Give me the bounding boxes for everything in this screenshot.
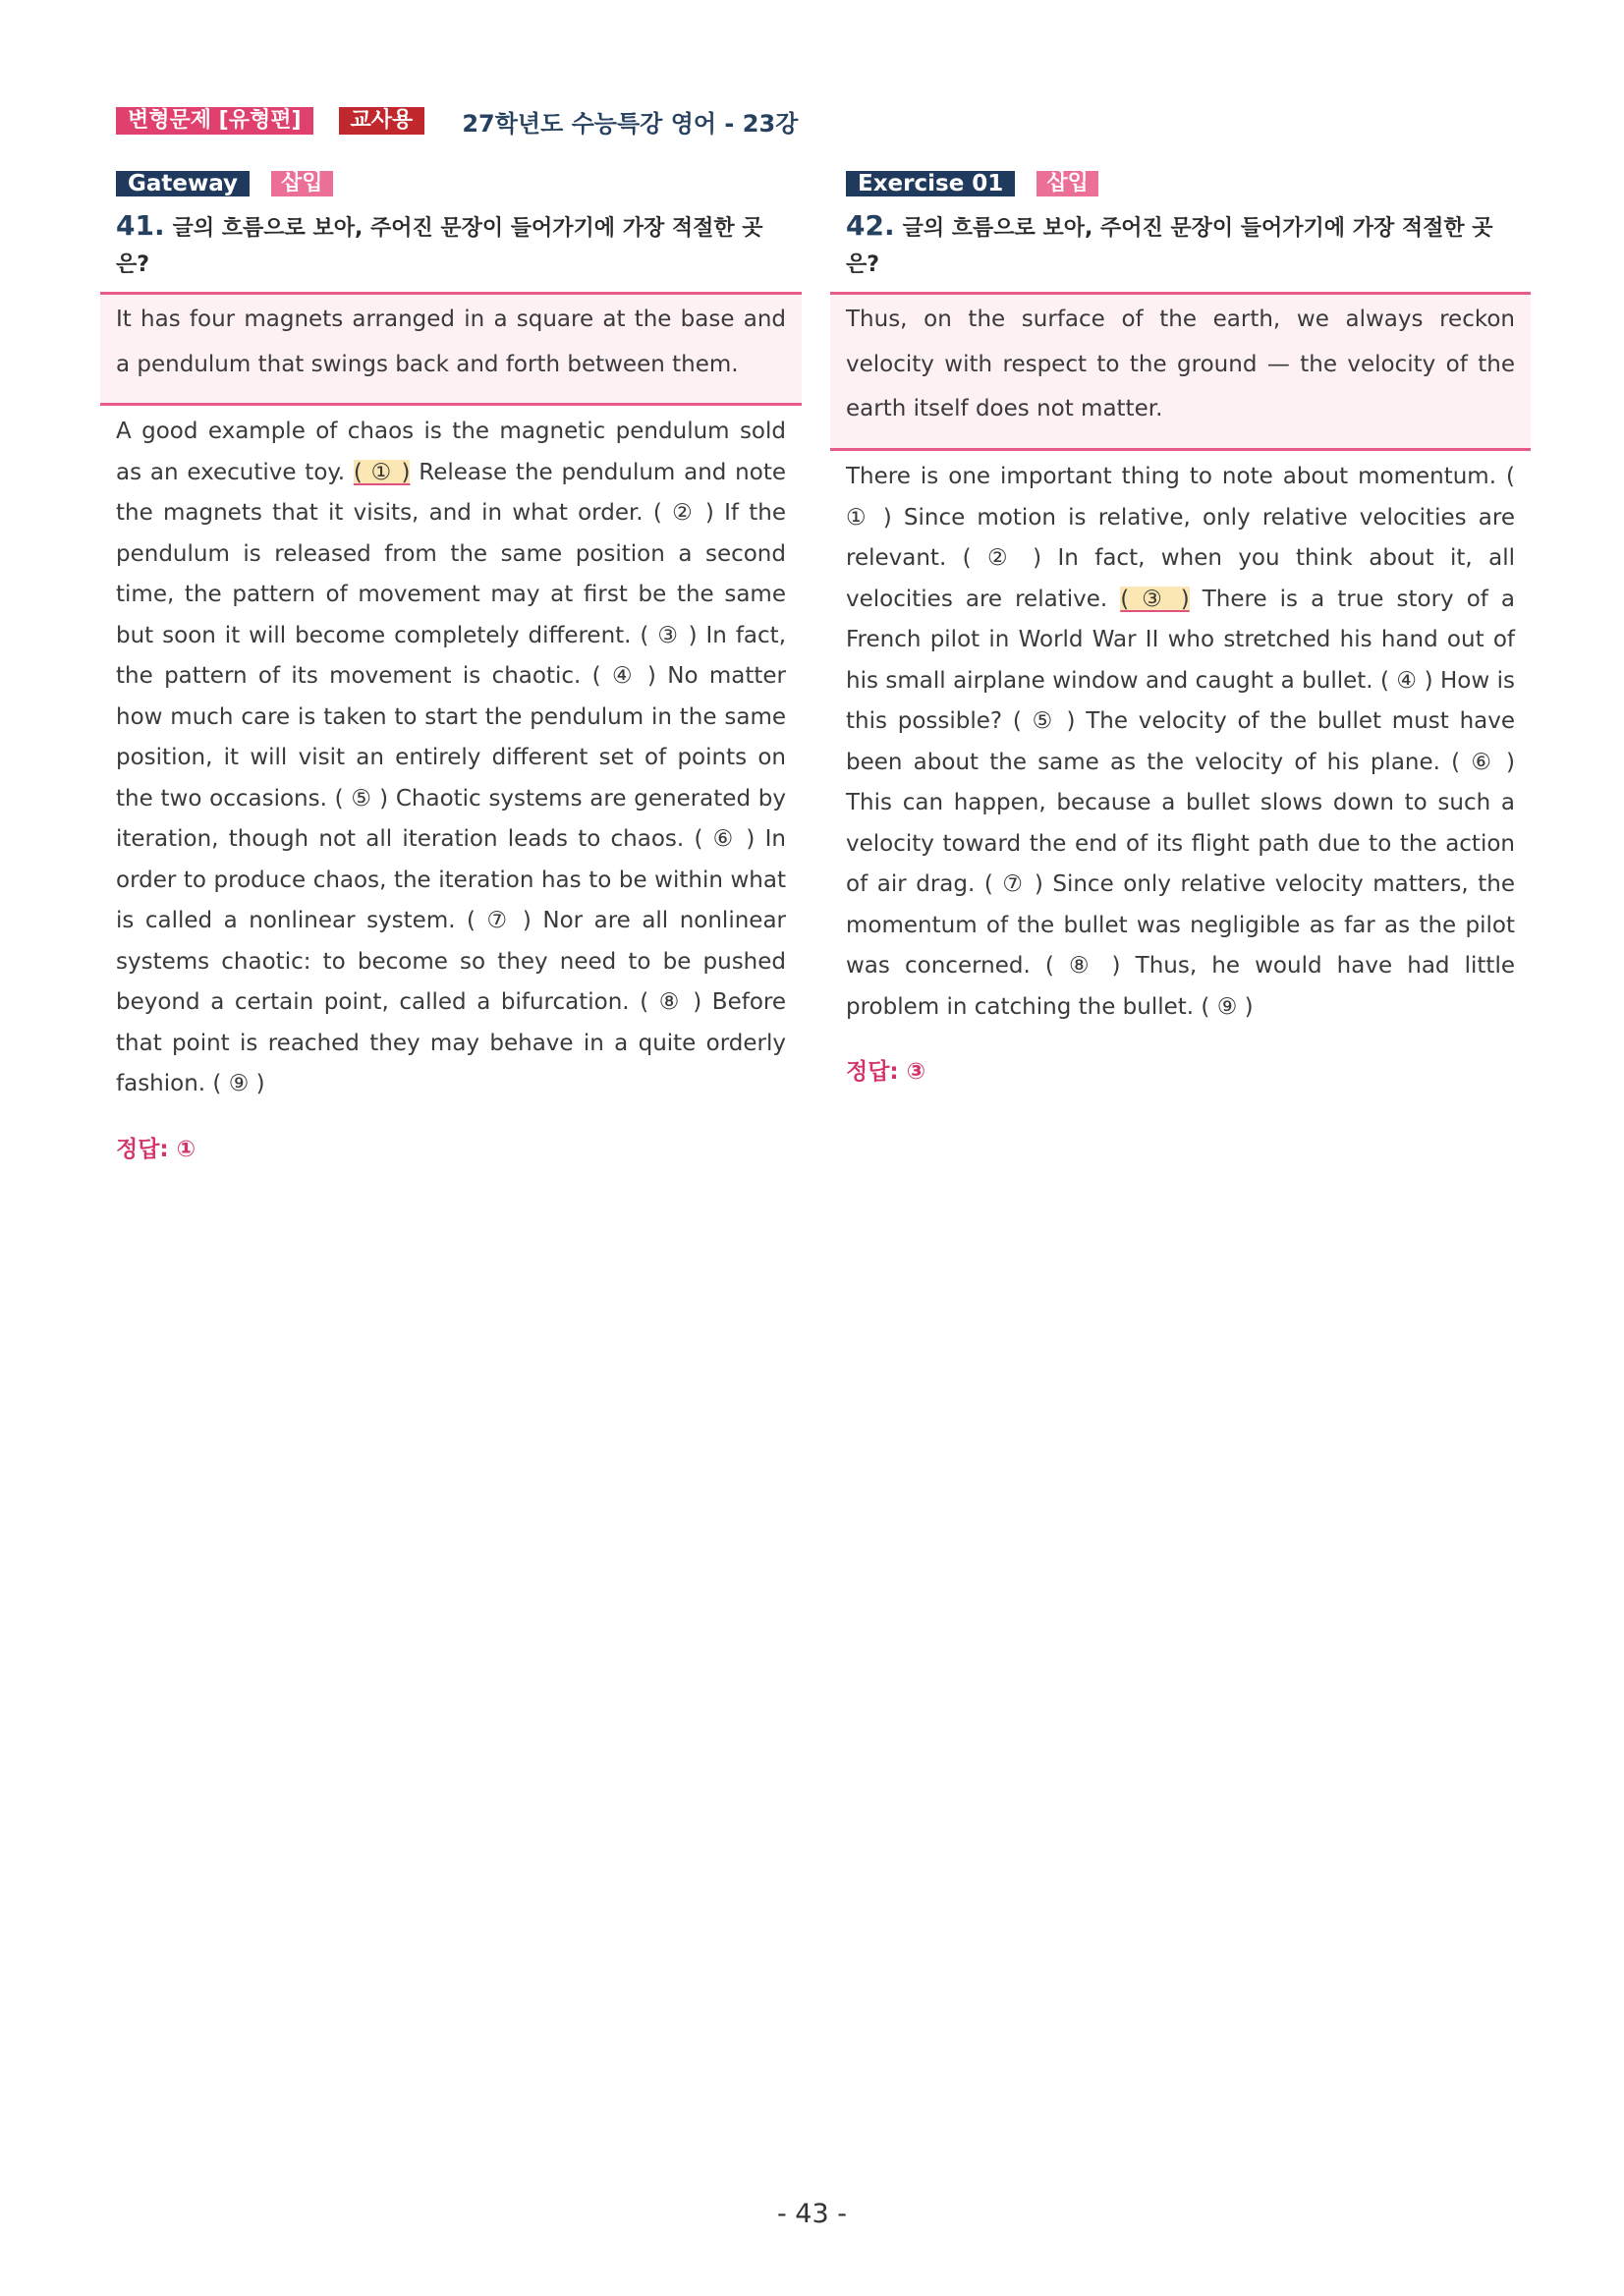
given-sentence-line: a pendulum that swings back and forth between them. [116, 351, 739, 377]
question-labels [116, 170, 802, 197]
question-text: 글의 흐름으로 보아, 주어진 문장이 들어가기에 가장 적절한 곳은? [116, 216, 763, 277]
question-type-label: 삽입 [271, 171, 333, 196]
given-sentence-line: velocity with respect to the ground — the velocity of the [846, 351, 1515, 377]
answer-highlight: ( ③ ) [1120, 586, 1190, 612]
variant-problem-tag: 변형문제 [유형편] [116, 107, 313, 135]
question-prompt [116, 207, 784, 283]
answer-key: 정답: ① [116, 1136, 196, 1162]
page-number: - 43 - [776, 2199, 847, 2229]
passage-part: A good example of chaos is the magnetic pendulum sold as an executive toy. [116, 419, 786, 485]
passage-part: Release the pendulum and note the magnets that it visits, and in what order. ( ② ) If the pendulum is released from the same position a second time, the pattern of movement may at first be the same but soon it will become completely different. ( ③ ) In fact, the pattern of its movement is chaotic. ( ④ ) No matter how much care is taken to start the pendulum in the same position, it will visit an entirely different set of points on the two occasions. ( ⑤ ) Chaotic systems are generated by iteration, though not all iteration leads to chaos. ( ⑥ ) In order to produce chaos, the iteration has to be within what is called a nonlinear system. ( ⑦ ) Nor are all nonlinear systems chaotic: to become so they need to be pushed beyond a certain point, called a bifurcation. ( ⑧ ) Before that point is reached they may behave in a quite orderly fashion. ( ⑨ ) [116, 459, 787, 1096]
section-label: Exercise 01 [846, 171, 1015, 196]
question-number: 41. [116, 209, 165, 242]
question-type-label: 삽입 [1036, 171, 1098, 196]
given-sentence-line: earth itself does not matter. [846, 396, 1163, 421]
question-text: 글의 흐름으로 보아, 주어진 문장이 들어가기에 가장 적절한 곳은? [846, 216, 1493, 277]
given-sentence-box [830, 292, 1531, 451]
section-label: Gateway [116, 171, 250, 196]
passage-part: There is a true story of a French pilot in World War II who stretched his hand out of his small airplane window and caught a bullet. ( ④ ) How is this possible? ( ⑤ ) The velocity of the bullet must have been about the same as the velocity of his plane. ( ⑥ ) This can happen, because a bullet slows down to such a velocity toward the end of its flight path due to the action of air drag. ( ⑦ ) Since only relative velocity matters, the momentum of the bullet was negligible as far as the pilot was concerned. ( ⑧ ) Thus, he would have had little problem in catching the bullet. ( ⑨ ) [846, 586, 1516, 1020]
question-41-column [100, 170, 802, 1163]
given-sentence-box [100, 292, 802, 406]
passage-text [830, 457, 1531, 1028]
page-title: 27학년도 수능특강 영어 - 23강 [462, 109, 799, 138]
page-header [116, 106, 798, 136]
passage-text [100, 412, 802, 1105]
question-labels [846, 170, 1531, 197]
question-42-column [830, 170, 1531, 1086]
given-sentence-line: It has four magnets arranged in a square at the base and [116, 307, 786, 332]
answer-key: 정답: ③ [846, 1059, 926, 1085]
answer-highlight: ( ① ) [353, 459, 411, 485]
question-prompt [846, 207, 1514, 283]
question-number: 42. [846, 209, 895, 242]
passage-part: There is one important thing to note about momentum. ( ① ) Since motion is relative, only relative velocities are relevant. ( ② ) In fact, when you think about it, all velocities are relative. [846, 464, 1515, 612]
teacher-edition-tag: 교사용 [339, 107, 425, 135]
given-sentence-line: Thus, on the surface of the earth, we always reckon [846, 307, 1515, 332]
